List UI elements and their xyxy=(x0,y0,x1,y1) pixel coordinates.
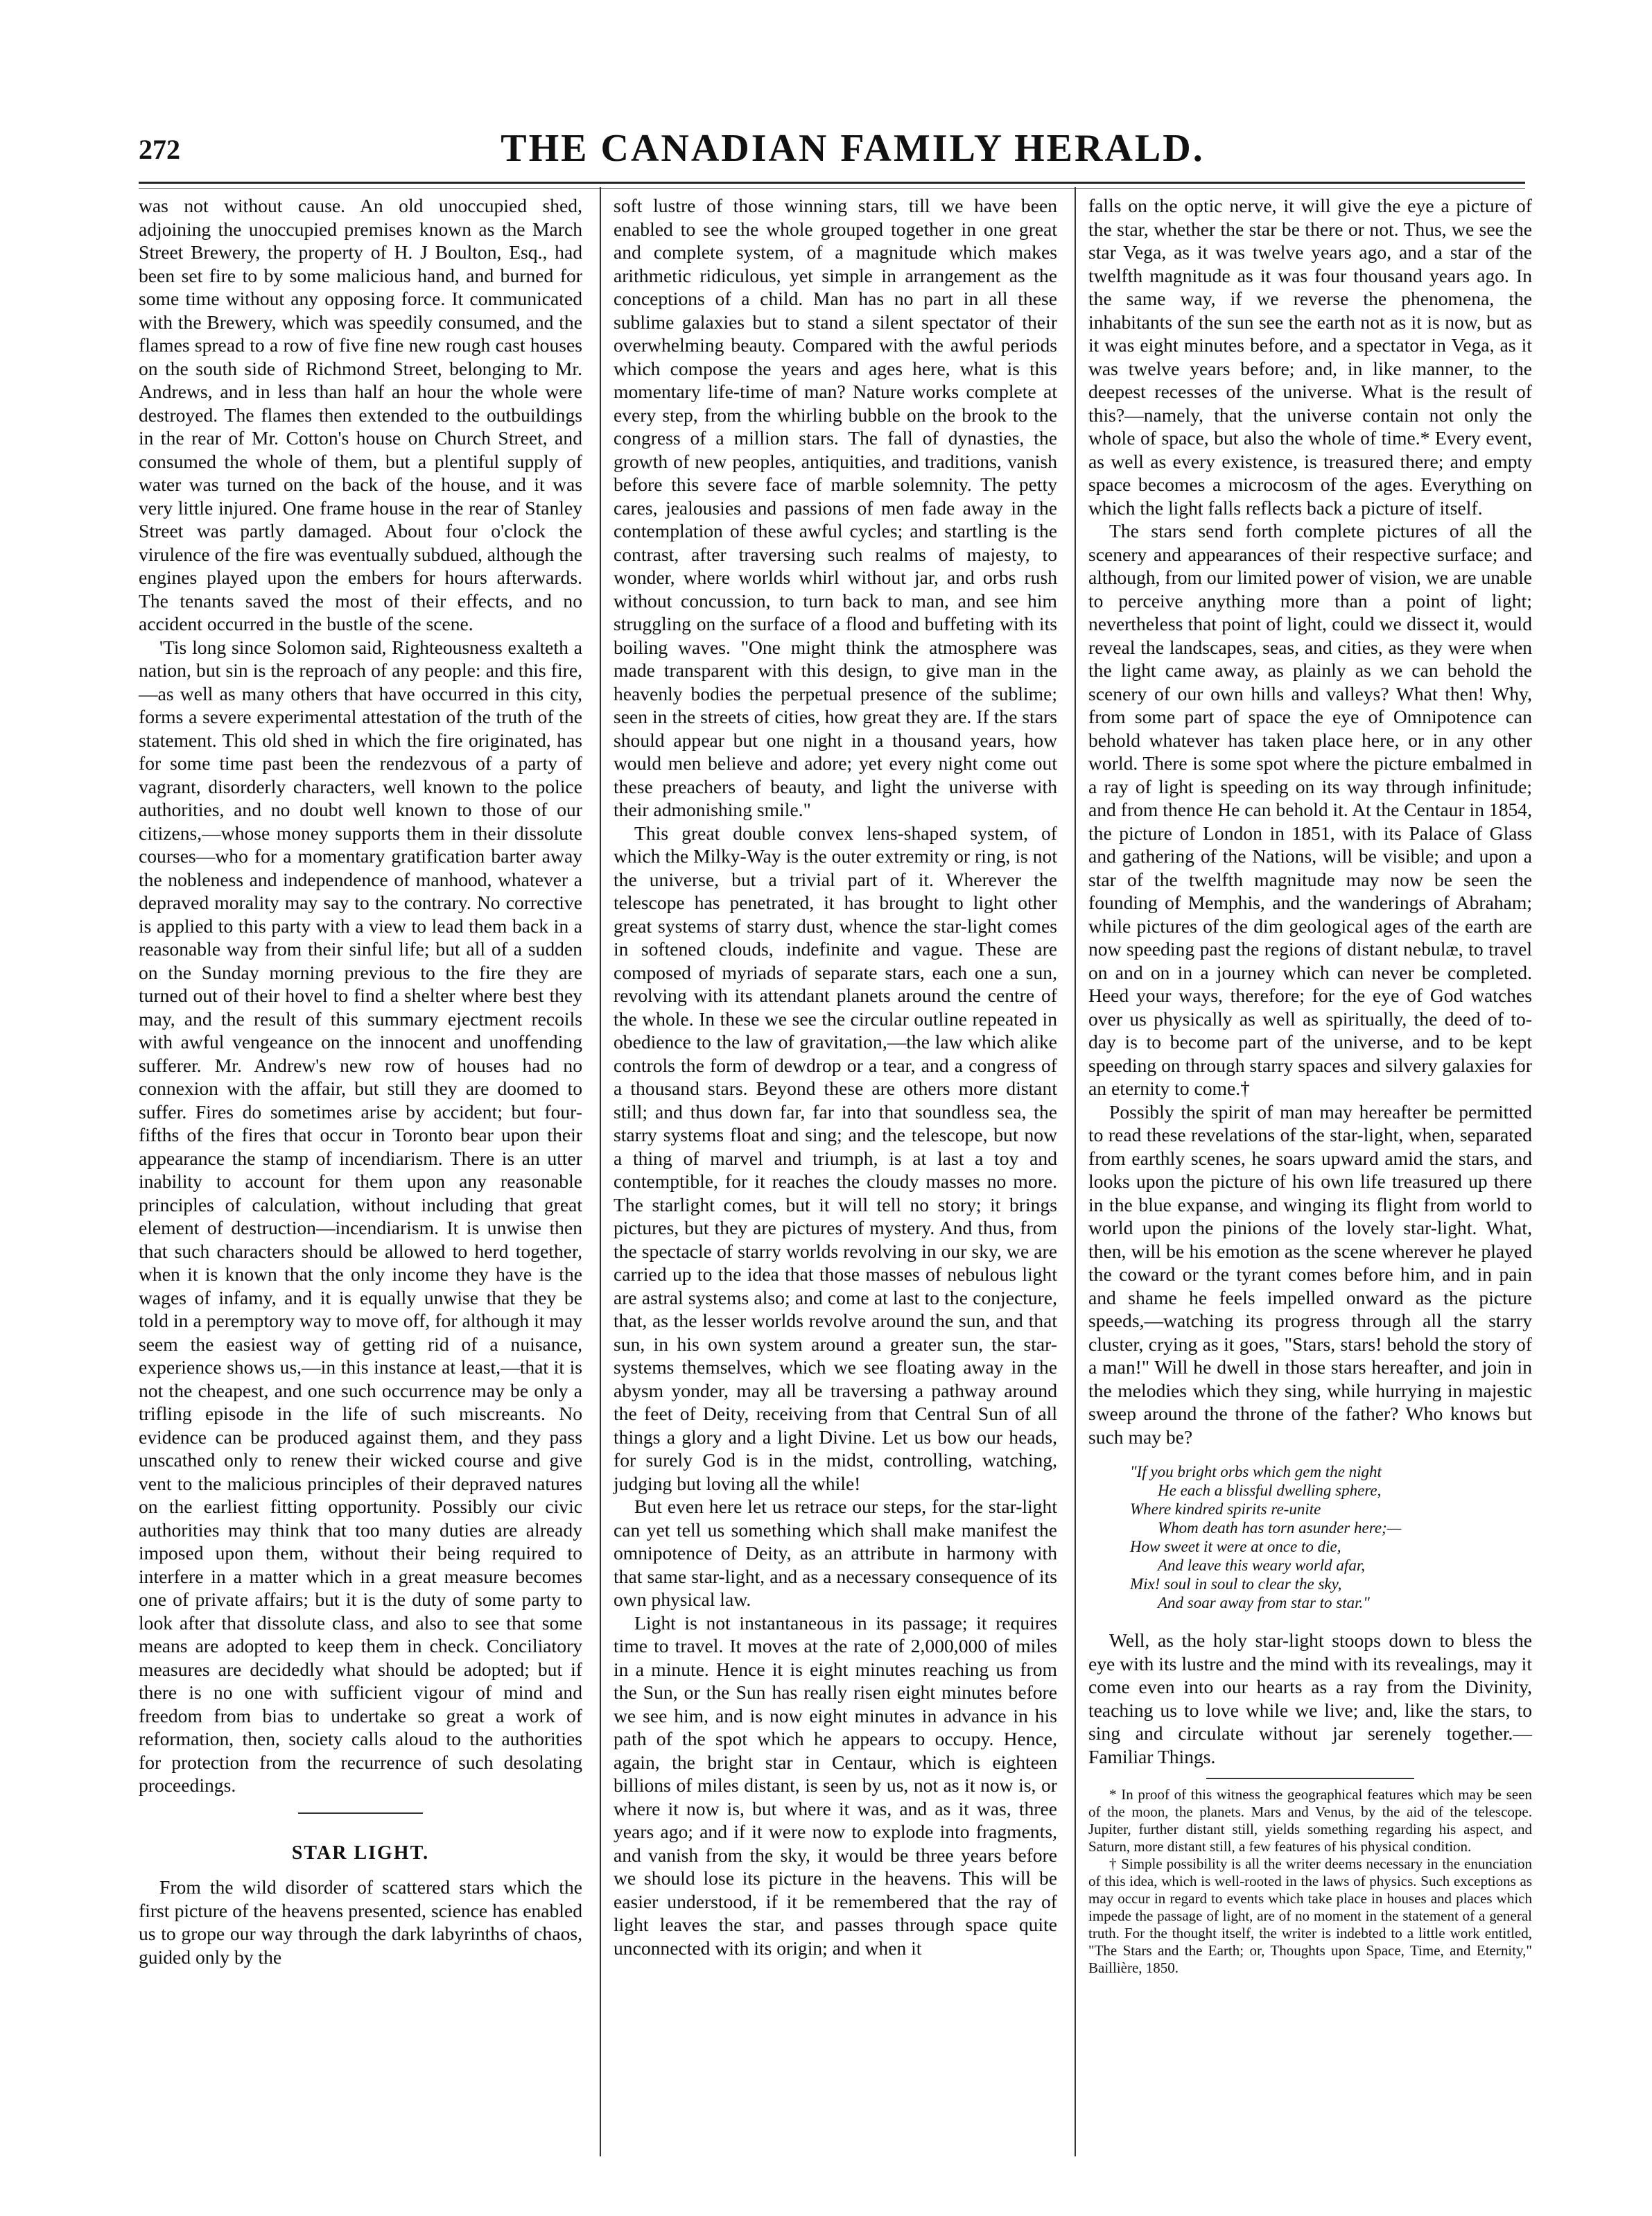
footnote: * In proof of this witness the geographical features which may be seen of the moon, the planets. Mars and Venus, by the aid of the telescope. Jupiter, further distant still, yields something regarding his aspect, and Saturn, more distant still, a few features of his physical condition. xyxy=(1088,1786,1532,1855)
poem-line: Mix! soul in soul to clear the sky, xyxy=(1130,1575,1342,1593)
column-1 xyxy=(139,194,582,1968)
section-title: STAR LIGHT. xyxy=(291,1842,430,1864)
star-light-closing-paragraph: Well, as the holy star-light stoops down to bless the eye with its lustre and the mind with its revealings, may it come even into our hearts as a ray from the Divinity, teaching us to love while we live; and, like the stars, to sing and circulate without jar serenely together.—Familiar Things. xyxy=(1088,1629,1532,1767)
poem-line: How sweet it were at once to die, xyxy=(1130,1538,1341,1555)
header-rule xyxy=(139,182,1525,189)
star-light-paragraph: But even here let us retrace our steps, for the star-light can yet tell us something which shall make manifest the omnipotence of Deity, as an attribute in harmony with that same star-light, and as a necessary consequence of its own physical law. xyxy=(614,1496,1057,1610)
column-3 xyxy=(1088,194,1532,1977)
poem-line: And leave this weary world afar, xyxy=(1158,1557,1365,1574)
star-light-paragraph: Light is not instantaneous in its passage; it requires time to travel. It moves at the rate of 2,000,000 of miles in a minute. Hence it is eight minutes reaching us from the Sun, or the Sun has really risen eight minutes before we see him, and is now eight minutes in advance in his path of the spot which he appears to occupy. Hence, again, the bright star in Centaur, which is eighteen billions of miles distant, is seen by us, not as it now is, or where it now is, but where it was, and as it was, three years ago; and if it were now to explode into fragments, and vanish from the sky, it would be three years before we should lose its picture in the heavens. This will be easier understood, if it be remembered that the ray of light leaves the star, and passes through space quite unconnected with its origin; and when it xyxy=(614,1611,1057,1959)
star-light-paragraph: The stars send forth complete pictures of all the scenery and appearances of their respective surface; and although, from our limited power of vision, we are unable to perceive anything more than a point of light; nevertheless that point of light, could we dissect it, would reveal the landscapes, seas, and cities, as they were when the light came away, as plainly as we can behold the scenery of our own hills and valleys? What then! Why, from some part of space the eye of Omnipotence can behold whatever has taken place here, or in any other world. There is some spot where the picture embalmed in a ray of light is speeding on its way through infinitude; and from thence He can behold it. At the Centaur in 1854, the picture of London in 1851, with its Palace of Glass and gathering of the Nations, will be visible; and upon a star of the twelfth magnitude may now be seen the founding of Memphis, and the wanderings of Abraham; while pictures of the dim geological ages of the earth are now speeding past the regions of distant nebulæ, to travel on and on in a journey which can never be completed. Heed your ways, therefore; for the eye of God watches over us physically as well as spiritually, the deed of to-day is to become part of the universe, and to be kept speeding on through starry spaces and silvery galaxies for an eternity to come.† xyxy=(1088,520,1532,1099)
footnote: † Simple possibility is all the writer deems necessary in the enunciation of this idea, which is well-rooted in the laws of physics. Such exceptions as may occur in regard to events which take place in houses and places which impede the passage of light, are of no moment in the statement of a general truth. For the thought itself, the writer is indebted to a little work entitled, "The Stars and the Earth; or, Thoughts upon Space, Time, and Eternity," Baillière, 1850. xyxy=(1088,1855,1532,1976)
poem-quote xyxy=(1130,1462,1532,1612)
star-light-paragraph: soft lustre of those winning stars, till we have been enabled to see the whole grouped together in one great and complete system, of a magnitude which makes arithmetic ridiculous, yet simple in arrangement as the conceptions of a child. Man has no part in all these sublime galaxies but to stand a silent spectator of their overwhelming beauty. Compared with the awful periods which compose the years and ages here, what is this momentary life-time of man? Nature works complete at every step, from the whirling bubble on the brook to the congress of a million stars. The fall of dynasties, the growth of new peoples, antiquities, and traditions, vanish before this severe face of marble solemnity. The petty cares, jealousies and passions of men fade away in the contemplation of these awful cycles; and startling is the contrast, after traversing such realms of majesty, to wonder, where worlds whirl without jar, and orbs rush without concussion, to turn back to man, and see him struggling on the surface of a flood and buffeting with its boiling waves. "One might think the atmosphere was made transparent with this design, to give man in the heavenly bodies the perpetual presence of the sublime; seen in the streets of cities, how great they are. If the stars should appear but one night in a thousand years, how would men believe and adore; yet every night come out these preachers of beauty, and light the universe with their admonishing smile." xyxy=(614,195,1057,820)
star-light-paragraph: From the wild disorder of scattered stars which the first picture of the heavens presented, science has enabled us to grope our way through the dark labyrinths of chaos, guided only by the xyxy=(139,1876,582,1968)
poem-line: "If you bright orbs which gem the night xyxy=(1130,1463,1382,1480)
page-header xyxy=(139,122,1525,184)
poem-line: He each a blissful dwelling sphere, xyxy=(1158,1482,1382,1499)
column-divider-2 xyxy=(1075,187,1076,2156)
page-number: 272 xyxy=(139,134,180,165)
star-light-paragraph: Possibly the spirit of man may hereafter be permitted to read these revelations of the star-light, when, separated from earthly scenes, he soars upward amid the stars, and looks upon the picture of his own life treasured up there in the blue expanse, and winging its flight from world to world upon the pinions of the lovely star-light. What, then, will be his emotion as the scene wherever he played the coward or the tyrant comes before him, and in pain and shame he feels impelled onward as the picture speeds,—watching its progress through all the starry cluster, crying as it goes, "Stars, stars! behold the story of a man!" Will he dwell in those stars hereafter, and join in the melodies which they sing, while hurrying in majestic sweep around the throne of the father? Who knows but such may be? xyxy=(1088,1100,1532,1448)
fire-commentary-paragraph: 'Tis long since Solomon said, Righteousness exalteth a nation, but sin is the reproach of any people: and this fire,—as well as many others that have occurred in this city, forms a severe experimental attestation of the truth of the statement. This old shed in which the fire originated, has for some time past been the rendezvous of a party of vagrant, disorderly characters, well known to the police authorities, and no doubt well known to those of our citizens,—whose money supports them in their dissolute courses—who for a momentary gratification barter away the nobleness and independence of manhood, whatever a depraved morality may say to the contrary. No corrective is applied to this party with a view to lead them back in a reasonable way from their sinful life; but all of a sudden on the Sunday morning previous to the fire they are turned out of their hovel to find a shelter where best they may, and the result of this summary ejectment recoils with awful vengeance on the innocent and unoffending sufferer. Mr. Andrew's new row of houses had no connexion with the affair, but still they are doomed to suffer. Fires do sometimes arise by accident; but four-fifths of the fires that occur in Toronto bear upon their appearance the stamp of incendiarism. There is an utter inability to account for them upon any reasonable principles of calculation, without including that great element of destruction—incendiarism. It is unwise then that such characters should be allowed to herd together, when it is known that the only income they have is the wages of infamy, and it is equally unwise that they be told in a peremptory way to move off, for although it may seem the easiest way of getting rid of a nuisance, experience shows us,—in this instance at least,—that it is not the cheapest, and one such occurrence may be only a trifling episode in the life of such miscreants. No evidence can be produced against them, and they pass unscathed only to renew their wicked course and give vent to the malicious principles of their depraved natures on the earliest fitting opportunity. Possibly our civic authorities may think that too many duties are already imposed upon them, without their being required to interfere in a matter which in a great measure becomes one of private affairs; but it is the duty of some party to look after that dissolute class, and also to see that some means are adopted to keep them in check. Conciliatory measures are decidedly what should be adopted; but if there is no one with sufficient vigour of mind and freedom from bias to undertake so great a work of reformation, then, society calls aloud to the authorities for protection from the recurrence of such desolating proceedings. xyxy=(139,636,582,1796)
poem-line: And soar away from star to star." xyxy=(1158,1594,1370,1611)
footnote-divider xyxy=(1206,1778,1414,1779)
fire-report-paragraph: was not without cause. An old unoccupied shed, adjoining the unoccupied premises known as the March Street Brewery, the property of H. J Boulton, Esq., had been set fire to by some malicious hand, and burned for some time without any opposing force. It communicated with the Brewery, which was speedily consumed, and the flames spread to a row of five fine new rough cast houses on the south side of Richmond Street, belonging to Mr. Andrews, and in less than half an hour the whole were destroyed. The flames then extended to the outbuildings in the rear of Mr. Cotton's house on Church Street, and consumed the whole of them, but a plentiful supply of water was turned on the back of the house, and it was very little injured. One frame house in the rear of Stanley Street was partly damaged. About four o'clock the virulence of the fire was eventually subdued, although the engines played upon the embers for hours afterwards. The tenants saved the most of their effects, and no accident occurred in the bustle of the scene. xyxy=(139,195,582,634)
column-divider-1 xyxy=(600,187,601,2156)
star-light-paragraph: This great double convex lens-shaped system, of which the Milky-Way is the outer extremity or ring, is not the universe, but a trivial part of it. Wherever the telescope has penetrated, it has brought to light other great systems of starry dust, whence the star-light comes in softened clouds, indefinite and vague. These are composed of myriads of separate stars, each one a sun, revolving with its attendant planets around the centre of the whole. In these we see the circular outline repeated in obedience to the law of gravitation,—the law which alike controls the form of dewdrop or a tear, and a congress of a thousand stars. Beyond these are others more distant still; and thus down far, far into that soundless sea, the starry systems float and sing; and the telescope, but now a thing of marvel and triumph, is at last a toy and contemptible, for it reaches the cloudy masses no more. The starlight comes, but it will tell no story; it brings pictures, but they are pictures of mystery. And thus, from the spectacle of starry worlds revolving in our sky, we are carried up to the idea that those masses of nebulous light are astral systems also; and come at last to the conjecture, that, as the lesser worlds revolve around the sun, and that sun, in his own system around a greater sun, the star-systems themselves, which we see floating away in the abysm yonder, may all be traversing a pathway around the feet of Deity, receiving from that Central Sun of all things a glory and a light Divine. Let us bow our heads, for surely God is in the midst, controlling, watching, judging but loving all the while! xyxy=(614,822,1057,1494)
poem-line: Whom death has torn asunder here;— xyxy=(1158,1519,1402,1537)
column-2 xyxy=(614,194,1057,1959)
poem-line: Where kindred spirits re-unite xyxy=(1130,1500,1321,1518)
section-divider xyxy=(298,1812,423,1814)
newspaper-title: THE CANADIAN FAMILY HERALD. xyxy=(501,127,1205,170)
star-light-paragraph: falls on the optic nerve, it will give the eye a picture of the star, whether the star be there or not. Thus, we see the star Vega, as it was twelve years ago, and a star of the twelfth magnitude as it was four thousand years ago. In the same way, if we reverse the phenomena, the inhabitants of the sun see the earth not as it is now, but as it was eight minutes before, and a spectator in Vega, as it was twelve years before; and, in like manner, to the deepest recesses of the universe. What is the result of this?—namely, that the universe contain not only the whole of space, but also the whole of time.* Every event, as well as every existence, is treasured there; and empty space becomes a microcosm of the ages. Everything on which the light falls reflects back a picture of itself. xyxy=(1088,195,1532,519)
